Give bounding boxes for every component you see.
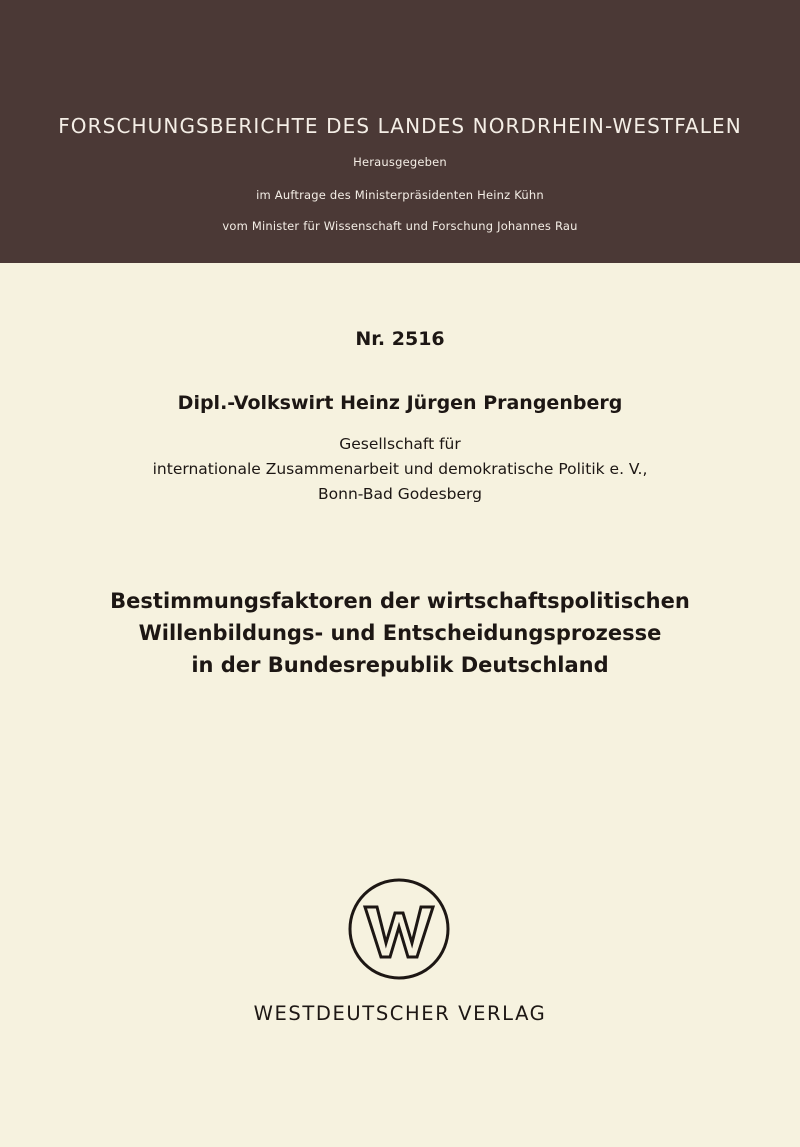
affiliation-line-2: internationale Zusammenarbeit und demokratische Politik e. V., (152, 460, 648, 478)
header-band (0, 0, 800, 263)
book-title-line-3: in der Bundesrepublik Deutschland (191, 653, 609, 677)
minister-line: vom Minister für Wissenschaft und Forschung Johannes Rau (222, 219, 578, 233)
author-name: Dipl.-Volkswirt Heinz Jürgen Prangenberg (177, 392, 623, 414)
book-title-line-1: Bestimmungsfaktoren der wirtschaftspolitischen (110, 589, 690, 613)
publisher-name: WESTDEUTSCHER VERLAG (253, 1002, 547, 1025)
commission-line: im Auftrage des Ministerpräsidenten Heinz Kühn (256, 188, 544, 202)
affiliation-line-1: Gesellschaft für (339, 435, 461, 453)
editor-line: Herausgegeben (353, 155, 447, 169)
report-number: Nr. 2516 (355, 328, 445, 350)
affiliation-line-3: Bonn-Bad Godesberg (318, 485, 482, 503)
series-title: FORSCHUNGSBERICHTE DES LANDES NORDRHEIN-WESTFALEN (58, 114, 742, 138)
book-title-line-2: Willenbildungs- und Entscheidungsprozesse (138, 621, 662, 645)
publisher-logo-icon (347, 877, 451, 981)
